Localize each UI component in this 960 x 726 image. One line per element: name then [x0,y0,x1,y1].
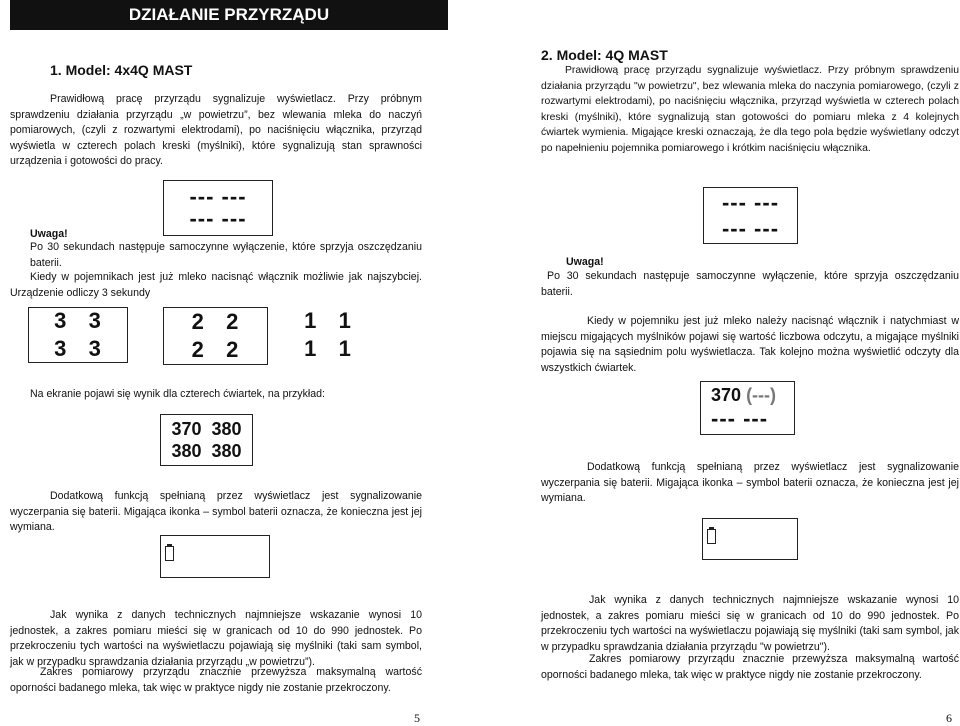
page-number-left: 5 [414,711,420,725]
footer-paragraph-2: Zakres pomiarowy przyrządu znacznie przewyższa maksymalną wartość oporności badanego mleka, tak więc w praktyce nigdy nie zostanie przekroczony. [10,666,422,694]
battery-icon [165,546,174,561]
display-row: --- --- [721,215,780,241]
display-row: 2 2 [191,309,240,334]
display-blinking-dashes: (---) [746,385,777,405]
display-row: 380 380 [171,441,242,461]
section-header: DZIAŁANIE PRZYRZĄDU [10,0,448,30]
display-row: 370 380 [171,419,242,439]
countdown-display-1 [288,307,368,363]
display-row: 1 1 [304,308,352,333]
display-row: --- --- [721,189,780,215]
footer-paragraph-1: Jak wynika z danych technicznych najmniejsze wskazanie wynosi 10 jednostek, a zakres pomiaru mieści się w granicach od 10 do 990 jednostek. Po przekroczeniu tych wartości na wyświetlaczu pojawiają się myślniki (taki sam symbol, jak w przypadku sprawdzania działania przyrządu „w powietrzu”). [10,609,422,668]
display-row: 3 3 [54,308,102,333]
section-title-model-4q: 2. Model: 4Q MAST [541,47,668,63]
warning-text: Po 30 sekundach następuje samoczynne wyłączenie, które sprzyja oszczędzaniu baterii. [541,270,959,298]
intro-paragraph: Prawidłową pracę przyrządu sygnalizuje wyświetlacz. Przy próbnym sprawdzeniu działania przyrządu „w powietrzu”, bez wlewania mleka do naczyń pomiarowych, (czyli z rozwartymi elektrodami), po naciśnięciu włącznika, przyrząd wyświetla w czterech polach kreski (myślniki), które sygnalizują stan sprawności urządzenia i gotowości do pracy. [10,93,422,167]
measure-text: Kiedy w pojemniku jest już mleko należy nacisnąć włącznik i natychmiast w miejscu migających myślników pojawi się wartość liczbowa odczytu, a migające myślniki pojawia się na sąsiednim polu wyświetlacza. Tak kolejno można wyświetlić odczyty dla wszystkich ćwiartek. [541,315,959,374]
display-value: 370 [711,385,742,405]
battery-display [160,535,270,578]
countdown-text: Kiedy w pojemnikach jest już mleko nacisnąć włącznik możliwie jak najszybciej. Urządzenie odliczy 3 sekundy [10,271,422,299]
battery-text: Dodatkową funkcją spełnianą przez wyświetlacz jest sygnalizowanie wyczerpania się baterii. Migająca ikonka – symbol baterii oznacza, że konieczna jest jej wymiana. [10,490,422,533]
result-text: Na ekranie pojawi się wynik dla czterech ćwiartek, na przykład: [30,388,325,400]
display-row: --- --- [711,406,769,431]
intro-paragraph: Prawidłową pracę przyrządu sygnalizuje wyświetlacz. Przy próbnym sprawdzeniu działania przyrządu "w powietrzu", bez wlewania mleka do naczynia pomiarowego, (czyli z rozwartymi elektrodami), po naciśnięciu włącznika, przyrząd wyświetla w czterech polach kreski (myślniki), które sygnalizują stan gotowości do pomiaru mleka z 4 kolejnych ćwiartek wymienia. Migające kreski oznaczają, że dla tego pola będzie wyświetlany odczyt po napełnieniu pojemnika pomiarowego i krótkim naciśnięciu włącznika. [541,65,959,154]
countdown-display-2 [163,307,268,365]
display-row: --- --- [189,184,247,209]
battery-icon [707,529,716,544]
display-row: --- --- [189,206,247,231]
warning-text: Po 30 sekundach następuje samoczynne wyłączenie, które sprzyja oszczędzaniu baterii. [30,241,422,269]
display-row: 2 2 [191,337,240,362]
battery-display [702,518,798,560]
display-row [711,386,776,404]
result-display [700,381,795,435]
display-row: 3 3 [54,336,102,361]
warning-label: Uwaga! [30,228,68,240]
footer-paragraph-1: Jak wynika z danych technicznych najmniejsze wskazanie wynosi 10 jednostek, a zakres pomiaru mieści się w granicach od 10 do 990 jednostek. Po przekroczeniu tych wartości na wyświetlaczu pojawiają się myślniki (taki sam symbol, jak w przypadku sprawdzania działania przyrządu "w powietrzu"). [541,594,959,653]
section-title-model-4x4q: 1. Model: 4x4Q MAST [50,62,193,78]
page-number-right: 6 [946,711,952,725]
result-display [160,414,253,466]
countdown-display-3 [28,307,128,363]
display-row: 1 1 [304,336,352,361]
display-dashes [703,187,798,244]
battery-text: Dodatkową funkcją spełnianą przez wyświetlacz jest sygnalizowanie wyczerpania się baterii. Migająca ikonka – symbol baterii oznacza, że konieczna jest jej wymiana. [541,461,959,504]
footer-paragraph-2: Zakres pomiarowy przyrządu znacznie przewyższa maksymalną wartość oporności badanego mleka, tak więc w praktyce nigdy nie zostanie przekroczony. [541,653,959,681]
display-dashes [163,180,273,236]
warning-label: Uwaga! [566,256,604,268]
